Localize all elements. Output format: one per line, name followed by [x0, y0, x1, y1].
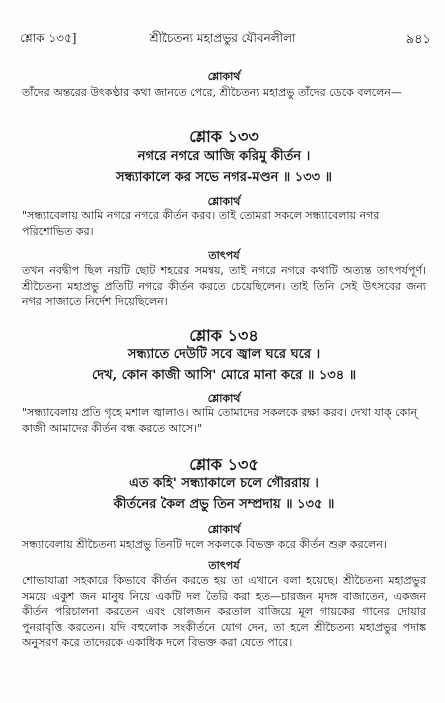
verse-line: নগরে নগরে আজি করিমু কীর্তন । — [137, 149, 311, 164]
translation-text: তাঁদের অন্তরের উৎকণ্ঠার কথা জানতে পেরে, শ্রীচৈতন্য মহাপ্রভু তাঁদের ডেকে বললেন— — [22, 86, 402, 99]
purport-text: তখন নবদ্বীপ ছিল নয়টি ছোট শহরের সমন্বয়, তাই নগরে নগরে কথাটি অত্যন্ত তাৎপর্যপূর্ণ। শ্রীচৈতন্য মহাপ্রভু প্রতিটি নগরে কীর্তন করতে চেয়েছিলেন। তাই তিনি সেই উৎসবের জন্য নগর সাজাতে নির্দেশ দিয়েছিলেন। — [22, 264, 426, 308]
translation-label: শ্লোকার্থ — [207, 195, 241, 208]
verse-line: কীর্তনের কৈল প্রভু তিন সম্প্রদায় ॥ ১৩৫ ॥ — [113, 497, 335, 512]
verse-line: সন্ধ্যাকালে কর সভে নগর-মণ্ডন ॥ ১৩৩ ॥ — [116, 170, 332, 185]
header-verse-ref: শ্লোক ১৩৫] — [20, 31, 77, 45]
verse-text — [22, 146, 426, 188]
purport-label: তাৎপর্য — [208, 249, 240, 262]
page-number: ৯৪১ — [405, 32, 431, 47]
verse-title: শ্লোক ১৩৩ — [189, 127, 259, 146]
translation-text: "সন্ধ্যাবেলায় প্রতি গৃহে মশাল জ্বালাও। আমি তোমাদের সকলকে রক্ষা করব। দেখা যাক্ কোন্ কাজী আমাদের কীর্তন বন্ধ করতে আসে।" — [22, 406, 418, 435]
verse-line: সন্ধ্যাতে দেউটি সবে জ্বাল ঘরে ঘরে । — [127, 347, 321, 362]
verse-line: দেখ, কোন কাজী আসি' মোরে মানা করে ॥ ১৩৪ ॥ — [91, 368, 357, 383]
verse-text — [22, 473, 426, 515]
translation-text: সন্ধ্যাবেলায় শ্রীচৈতন্য মহাপ্রভু তিনটি দলে সকলকে বিভক্ত করে কীর্তন শুরু করলেন। — [22, 538, 387, 551]
verse-title: শ্লোক ১৩৫ — [189, 455, 259, 474]
purport-text: শোভাযাত্রা সহকারে কিভাবে কীর্তন করতে হয় তা এখানে বলা হয়েছে। শ্রীচৈতন্য মহাপ্রভুর সময়ে একুশ জন মানুষ নিয়ে একটি দল তৈরি করা হত—চারজন মৃদঙ্গ বাজাতেন, একজন কীর্তন পরিচালনা করতেন এবং ষোলজন করতাল বাজিয়ে মূল গায়কের গানের দোয়ার পুনরাবৃত্তি করতেন। যদি বহুলোক সংকীর্তনে যোগ দেন, তা হলে শ্রীচৈতন্য মহাপ্রভুর পদাঙ্ক অনুসরণ করে তাদেরকে একাধিক দলে বিভক্ত করা যেতে পারে। — [22, 574, 426, 649]
verse-title: শ্লোক ১৩৪ — [189, 326, 259, 345]
verse-text — [22, 344, 426, 386]
verse-line: এত কহি' সন্ধ্যাকালে চলে গৌররায় । — [129, 476, 319, 491]
translation-text: "সন্ধ্যাবেলায় আমি নগরে নগরে কীর্তন করব। তাই তোমরা সকলে সন্ধ্যাবেলায় নগর পরিশোভিত কর। — [22, 209, 380, 238]
translation-label: শ্লোকার্থ — [207, 70, 241, 83]
translation-label: শ্লোকার্থ — [207, 392, 241, 405]
header-chapter-title: শ্রীচৈতন্য মহাপ্রভুর যৌবনলীলা — [149, 31, 296, 45]
purport-label: তাৎপর্য — [208, 559, 240, 572]
translation-label: শ্লোকার্থ — [207, 523, 241, 536]
